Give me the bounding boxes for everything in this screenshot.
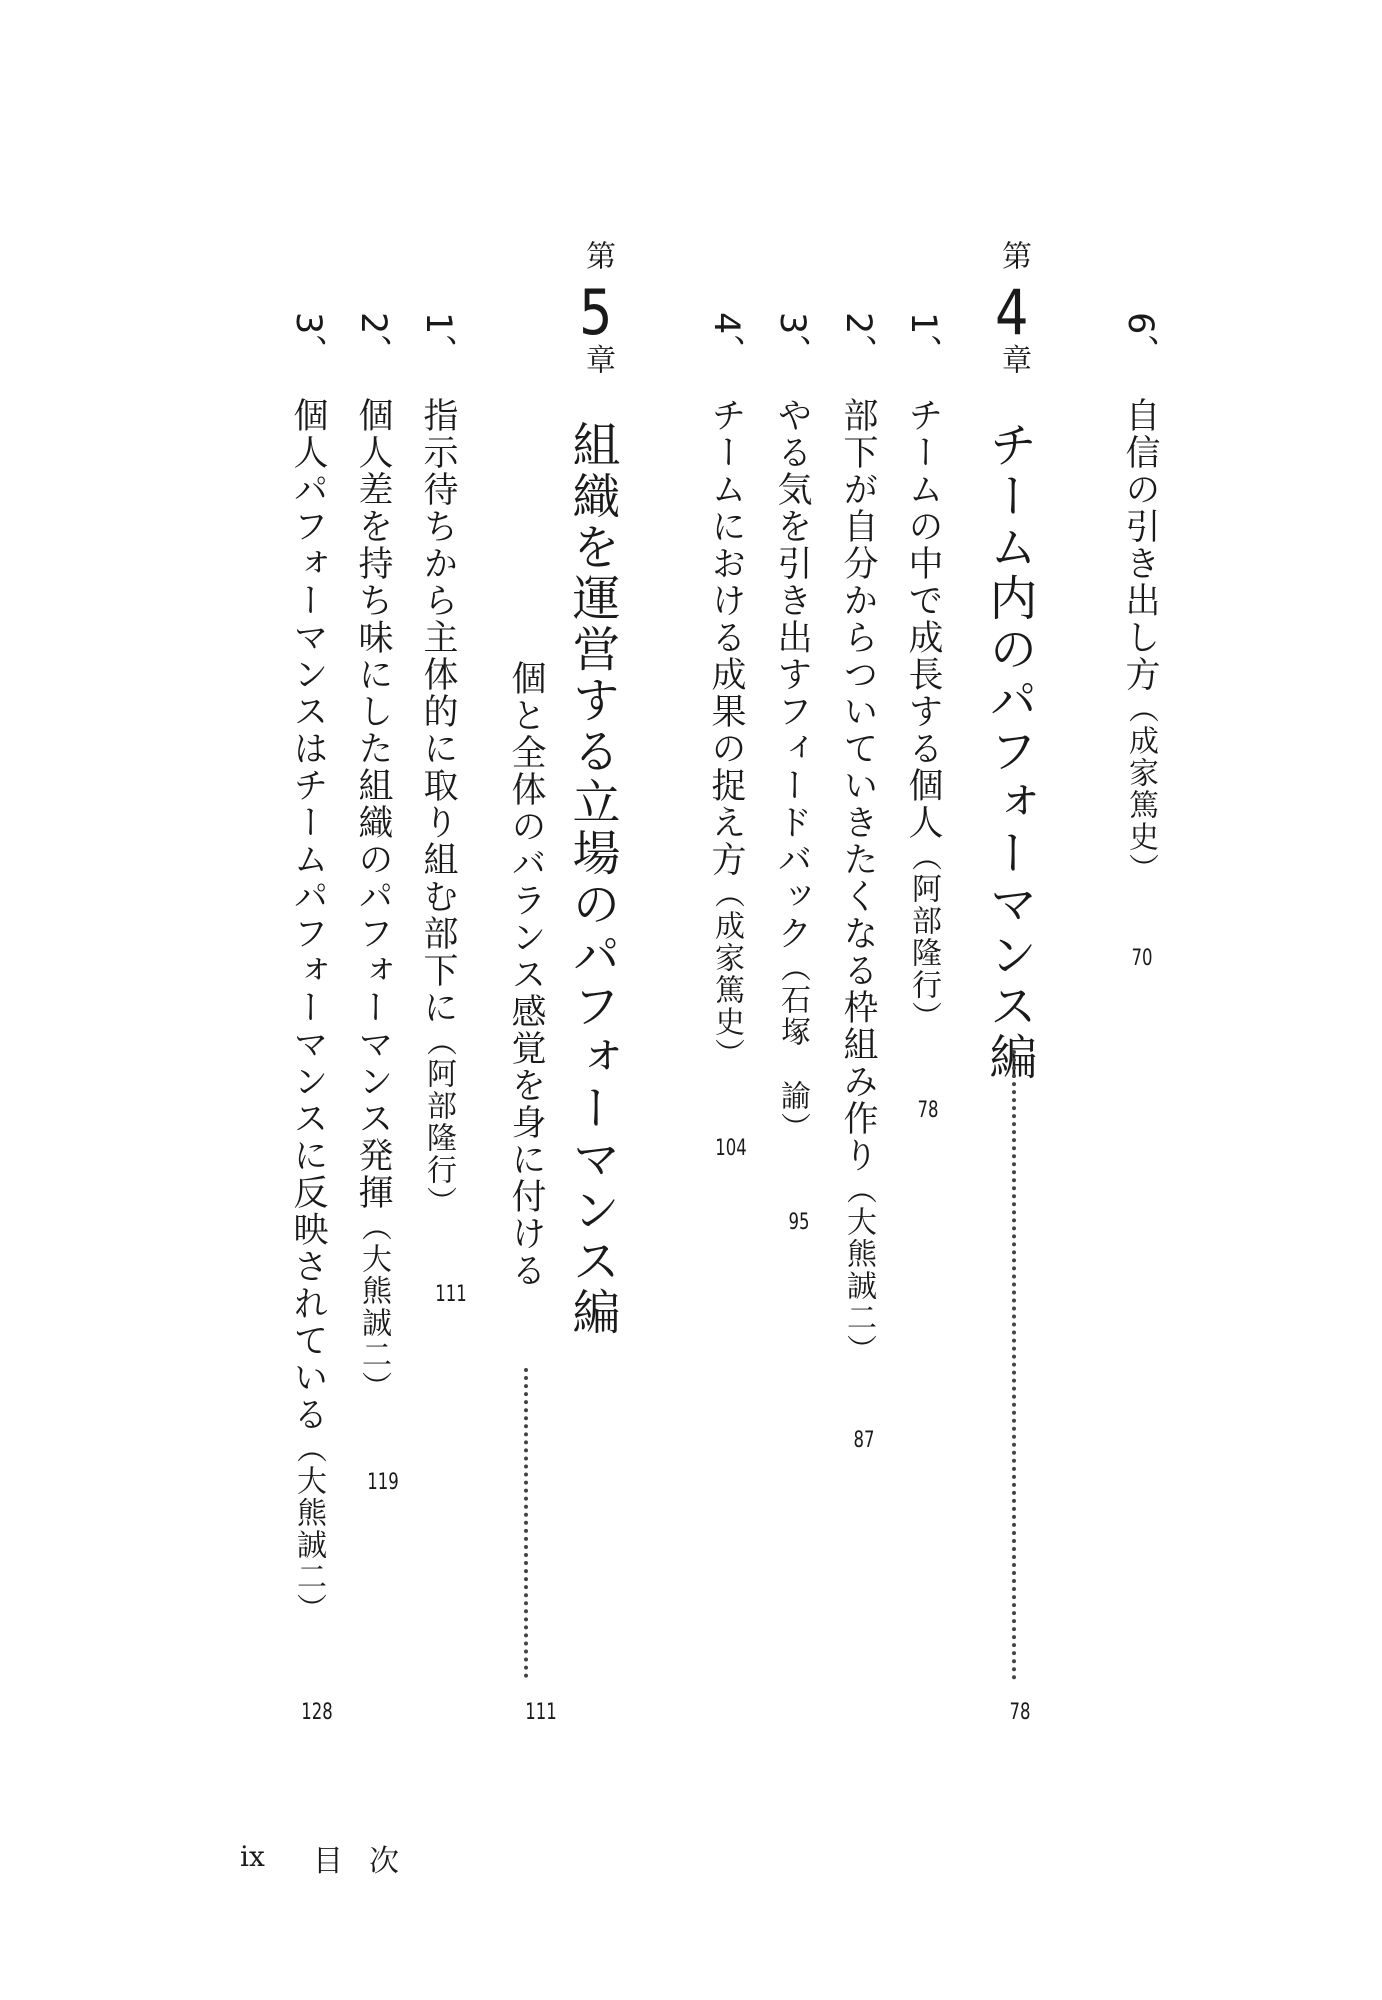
entry-number: 1、 [418, 312, 458, 370]
chapter-page-number: 78 [1009, 1700, 1031, 1725]
entry-title: 自信の引き出し方 [1120, 397, 1160, 694]
chapter-number: 4 [994, 276, 1029, 349]
entry-author: （石塚 諭） [775, 952, 810, 1145]
chapter-page-number: 111 [525, 1700, 557, 1725]
entry-title: 個人差を持ち味にした組織のパフォーマンス発揮 [353, 397, 393, 1212]
entry-number: 3、 [772, 312, 812, 370]
page-number: 128 [301, 1700, 333, 1725]
dot-leader [524, 1368, 528, 1678]
entry-number: 3、 [288, 312, 328, 370]
page-number: 95 [788, 1210, 810, 1235]
page-number: 104 [715, 1136, 747, 1161]
chapter-title[interactable]: チーム内のパフォーマンス編 [981, 420, 1037, 1083]
chapter-title[interactable]: 組織を運営する立場のパフォーマンス編 [564, 420, 620, 1338]
entry-author: （成家篤史） [709, 878, 744, 1071]
toc-entry[interactable] [1120, 312, 1160, 886]
entry-title: 指示待ちから主体的に取り組む部下に [418, 397, 458, 1027]
running-title: 目次 [313, 1844, 425, 1879]
toc-entry[interactable] [288, 312, 328, 1626]
toc-entry[interactable] [418, 312, 458, 1219]
chapter-prefix: 第 [996, 240, 1031, 270]
entry-author: （大熊誠二） [356, 1211, 391, 1404]
toc-entry[interactable] [838, 312, 878, 1367]
entry-number: 6、 [1120, 312, 1160, 370]
dot-leader [1012, 1050, 1016, 1680]
chapter-suffix: 章 [996, 344, 1031, 374]
entry-number: 4、 [706, 312, 746, 370]
chapter-prefix: 第 [580, 240, 615, 270]
entry-title: チームにおける成果の捉え方 [706, 397, 746, 879]
entry-number: 2、 [838, 312, 878, 370]
page-number: 119 [367, 1470, 399, 1495]
page-number: 70 [1131, 946, 1153, 971]
entry-number: 1、 [903, 312, 943, 370]
chapter-suffix: 章 [580, 344, 615, 374]
entry-author: （阿部隆行） [421, 1026, 456, 1219]
entry-title: 部下が自分からついていきたくなる枠組み作り [838, 397, 878, 1175]
entry-author: （大熊誠二） [291, 1433, 326, 1626]
entry-author: （大熊誠二） [841, 1174, 876, 1367]
entry-author: （阿部隆行） [906, 841, 941, 1034]
toc-entry[interactable] [772, 312, 812, 1145]
folio-roman: ix [240, 1840, 265, 1873]
page-number: 78 [917, 1098, 939, 1123]
entry-title: 個人パフォーマンスはチームパフォーマンスに反映されている [288, 397, 328, 1434]
chapter-subtitle: 個と全体のバランス感覚を身に付ける [506, 660, 546, 1289]
chapter-number: 5 [578, 276, 613, 349]
entry-author: （成家篤史） [1123, 693, 1158, 886]
toc-entry[interactable] [353, 312, 393, 1404]
entry-number: 2、 [353, 312, 393, 370]
toc-entry[interactable] [706, 312, 746, 1071]
toc-entry[interactable] [903, 312, 943, 1034]
page-number: 87 [853, 1428, 875, 1453]
page-number: 111 [435, 1282, 467, 1307]
entry-title: チームの中で成長する個人 [903, 397, 943, 842]
entry-title: やる気を引き出すフィードバック [772, 397, 812, 953]
